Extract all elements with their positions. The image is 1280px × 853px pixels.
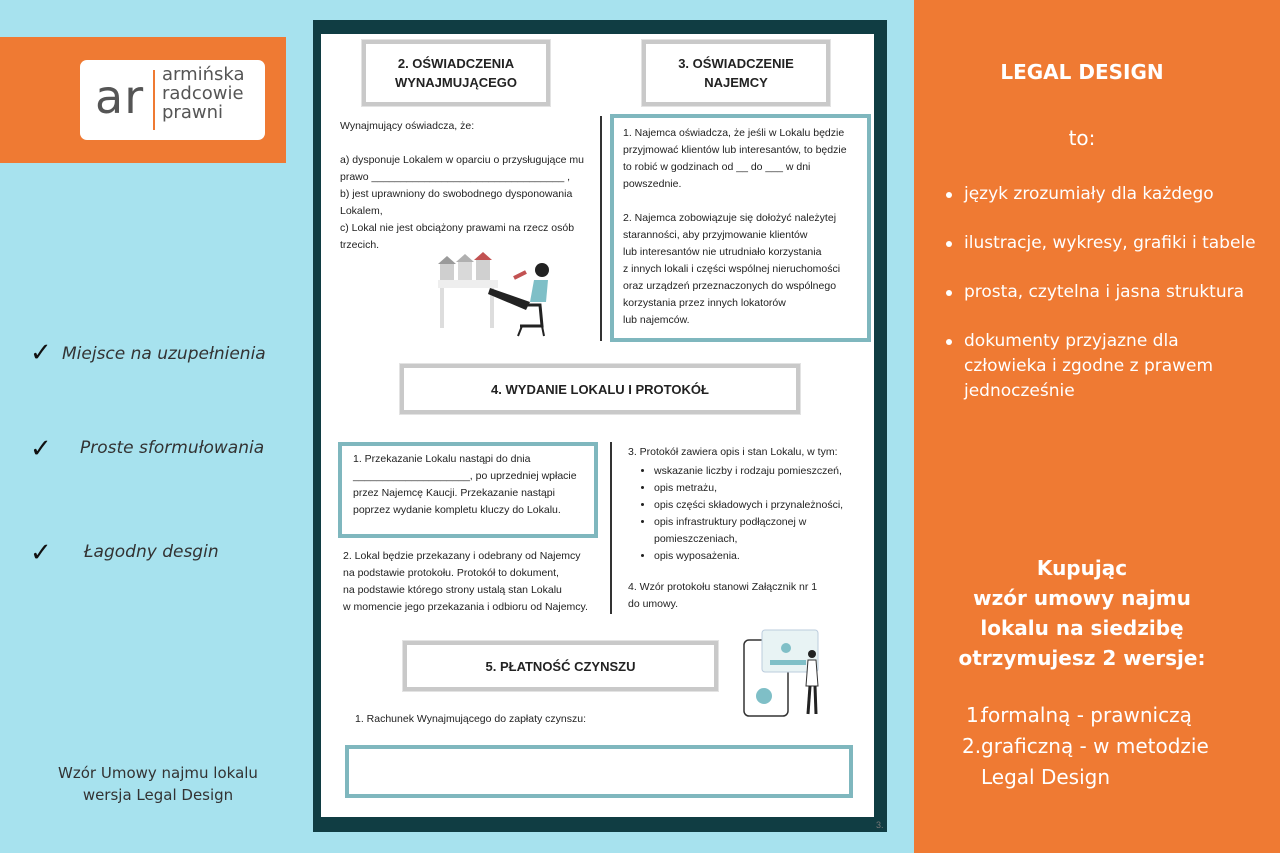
caption bbox=[28, 762, 288, 806]
section-4-paragraph-4 bbox=[628, 579, 868, 613]
offer-line: wzór umowy najmu bbox=[973, 586, 1191, 610]
text-line: poprzez wydanie kompletu kluczy do Lokalu. bbox=[353, 504, 561, 516]
heading-line: WYNAJMUJĄCEGO bbox=[394, 75, 518, 90]
text-line: 3. Protokół zawiera opis i stan Lokalu, w tym: bbox=[628, 446, 838, 458]
section-3-body bbox=[623, 125, 863, 329]
section-3-heading bbox=[642, 40, 830, 106]
text-line: na podstawie protokołu. Protokół to dokument, bbox=[343, 567, 559, 579]
text-line: 4. Wzór protokołu stanowi Załącznik nr 1 bbox=[628, 581, 818, 593]
benefits-list bbox=[942, 182, 1262, 428]
text-line: staranności, aby przyjmowanie klientów bbox=[623, 229, 808, 241]
caption-line-1: Wzór Umowy najmu lokalu bbox=[58, 764, 258, 782]
version-number: 2. bbox=[962, 734, 982, 758]
text-line: z innych lokali i części wspólnej nieruchomości bbox=[623, 263, 841, 275]
section-5-item: 1. Rachunek Wynajmującego do zapłaty czynszu: bbox=[355, 713, 587, 725]
text-line: trzecich. bbox=[340, 239, 380, 251]
list-item: prosta, czytelna i jasna struktura bbox=[942, 280, 1262, 305]
version-text: formalną - prawniczą bbox=[981, 703, 1192, 727]
heading-line: NAJEMCY bbox=[704, 75, 768, 90]
feature-label: Proste sformułowania bbox=[80, 438, 265, 458]
section-4-paragraph-2 bbox=[343, 548, 603, 616]
version-text: Legal Design bbox=[981, 765, 1111, 789]
text-line: oraz urządzeń przeznaczonych do wspólnego bbox=[623, 280, 837, 292]
version-text: graficzną - w metodzie bbox=[981, 734, 1209, 758]
text-line: prawo _________________________________ , bbox=[340, 171, 571, 183]
list-item: • wskazanie liczby i rodzaju pomieszczeń, bbox=[654, 463, 868, 480]
text-line: lub interesantów nie utrudniało korzystania bbox=[623, 246, 822, 258]
check-icon: ✓ bbox=[30, 338, 52, 368]
text-line: 1. Najemca oświadcza, że jeśli w Lokalu będzie bbox=[623, 127, 845, 139]
panel-title: LEGAL DESIGN bbox=[1000, 60, 1164, 84]
text-line: Lokalem, bbox=[340, 205, 383, 217]
text-line bbox=[623, 193, 863, 210]
text-line: 2. Najemca zobowiązuje się dołożyć należytej bbox=[623, 212, 837, 224]
offer-line: lokalu na siedzibę bbox=[980, 616, 1184, 640]
text-line: lub najemców. bbox=[623, 314, 690, 326]
text-line: to robić w godzinach od __ do ___ w dni bbox=[623, 161, 811, 173]
panel-subtitle: to: bbox=[1068, 126, 1096, 150]
text-line bbox=[340, 135, 590, 152]
text-line: c) Lokal nie jest obciążony prawami na rzecz osób bbox=[340, 222, 575, 234]
logo-divider bbox=[153, 70, 155, 130]
text-line: powszednie. bbox=[623, 178, 682, 190]
protocol-list bbox=[628, 463, 868, 565]
logo-line-1: armińska bbox=[162, 64, 245, 85]
feature-label: Łagodny desgin bbox=[84, 542, 219, 562]
woman-relaxing-illustration bbox=[430, 250, 560, 340]
list-item: • opis części składowych i przynależności, bbox=[654, 497, 868, 514]
text-line: 1. Przekazanie Lokalu nastąpi do dnia bbox=[353, 453, 531, 465]
list-item: • opis metrażu, bbox=[654, 480, 868, 497]
section-4-heading: 4. WYDANIE LOKALU I PROTOKÓŁ bbox=[400, 364, 800, 414]
list-item: • opis infrastruktury podłączonej w pomieszczeniach, bbox=[654, 514, 868, 548]
text-line: a) dysponuje Lokalem w oparciu o przysługujące mu bbox=[340, 154, 584, 166]
logo-line-3: prawni bbox=[162, 102, 223, 123]
heading-line: 2. OŚWIADCZENIA bbox=[397, 56, 515, 71]
page-number: 3. bbox=[876, 820, 884, 830]
caption-line-2: wersja Legal Design bbox=[82, 786, 234, 804]
check-icon: ✓ bbox=[30, 434, 52, 464]
text-line: do umowy. bbox=[628, 598, 678, 610]
text-line: b) jest uprawniony do swobodnego dysponowania bbox=[340, 188, 573, 200]
text-line: Wynajmujący oświadcza, że: bbox=[340, 120, 475, 132]
check-icon: ✓ bbox=[30, 538, 52, 568]
section-4-box-text bbox=[353, 451, 593, 519]
offer-text bbox=[914, 553, 1250, 673]
text-line: korzystania przez innych lokatorów bbox=[623, 297, 786, 309]
text-line: przyjmować klientów lub interesantów, to będzie bbox=[623, 144, 847, 156]
account-number-field[interactable] bbox=[345, 745, 853, 798]
text-line: przez Najemcę Kaucji. Przekazanie nastąpi bbox=[353, 487, 555, 499]
text-line: na podstawie którego strony ustalą stan Lokalu bbox=[343, 584, 562, 596]
list-item: dokumenty przyjazne dla człowieka i zgodne z prawem jednocześnie bbox=[942, 329, 1262, 404]
column-divider bbox=[610, 442, 612, 614]
section-2-heading bbox=[362, 40, 550, 106]
version-number: 1. bbox=[966, 703, 986, 727]
logo-mark: ar bbox=[95, 70, 145, 124]
legal-design-panel bbox=[914, 0, 1280, 853]
column-divider bbox=[600, 116, 602, 341]
feature-label: Miejsce na uzupełnienia bbox=[62, 344, 266, 364]
text-line: ____________________, po uprzedniej wpłacie bbox=[353, 470, 577, 482]
offer-line: otrzymujesz 2 wersje: bbox=[958, 646, 1206, 670]
offer-line: Kupując bbox=[1036, 556, 1128, 580]
text-line: w momencie jego przekazania i odbioru od Najemcy. bbox=[343, 601, 588, 613]
logo-line-2: radcowie bbox=[162, 83, 244, 104]
list-item: ilustracje, wykresy, grafiki i tabele bbox=[942, 231, 1262, 256]
payment-phone-illustration bbox=[740, 628, 830, 720]
section-2-body bbox=[340, 118, 590, 254]
logo-wordmark bbox=[162, 65, 245, 122]
text-line: 2. Lokal będzie przekazany i odebrany od Najemcy bbox=[343, 550, 581, 562]
heading-line: 3. OŚWIADCZENIE bbox=[678, 56, 794, 71]
list-item: język zrozumiały dla każdego bbox=[942, 182, 1262, 207]
list-item: • opis wyposażenia. bbox=[654, 548, 868, 565]
section-4-paragraph-3 bbox=[628, 444, 868, 565]
section-5-heading: 5. PŁATNOŚĆ CZYNSZU bbox=[403, 641, 718, 691]
